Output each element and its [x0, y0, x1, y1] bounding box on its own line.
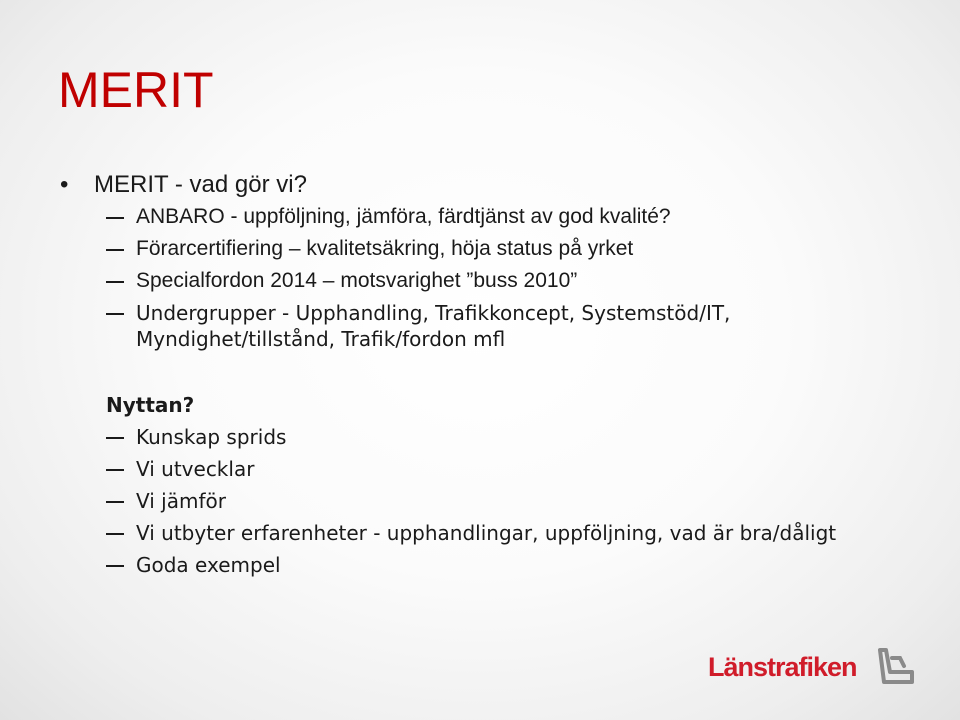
- list-item-text: Vi utvecklar: [136, 457, 255, 481]
- dash-icon: [106, 565, 124, 567]
- bullet-dot-icon: •: [60, 171, 69, 198]
- list-item-text: Myndighet/tillstånd, Trafik/fordon mfl: [136, 327, 506, 351]
- main-bullet-text: MERIT - vad gör vi?: [94, 171, 307, 198]
- dash-icon: [106, 469, 124, 471]
- list-item-text: Undergrupper - Upphandling, Trafikkoncept, Systemstöd/IT,: [136, 301, 731, 325]
- list-item-text: Förarcertifiering – kvalitetsäkring, höja status på yrket: [136, 237, 634, 260]
- dash-icon: [106, 501, 124, 503]
- dash-icon: [106, 533, 124, 535]
- list-item-text: Vi jämför: [136, 489, 226, 513]
- dash-icon: [106, 313, 124, 315]
- lanstrafiken-logo: [708, 648, 920, 690]
- list-item-text: ANBARO - uppföljning, jämföra, färdtjänst av god kvalité?: [136, 205, 671, 228]
- main-bullet: [60, 170, 307, 200]
- list-item-text: Kunskap sprids: [136, 425, 287, 449]
- logo-wordmark: Länstrafiken: [708, 652, 857, 682]
- dash-icon: [106, 437, 124, 439]
- slide-title: MERIT: [58, 62, 214, 118]
- dash-icon: [106, 249, 124, 251]
- list-item-text: Goda exempel: [136, 553, 281, 577]
- dash-icon: [106, 217, 124, 219]
- list-item-text: Vi utbyter erfarenheter - upphandlingar, uppföljning, vad är bra/dåligt: [136, 521, 837, 545]
- dash-icon: [106, 281, 124, 283]
- subheading: Nyttan?: [106, 393, 195, 417]
- list-item-text: Specialfordon 2014 – motsvarighet ”buss 2010”: [136, 269, 578, 292]
- lanstrafiken-logo-icon: [876, 648, 920, 688]
